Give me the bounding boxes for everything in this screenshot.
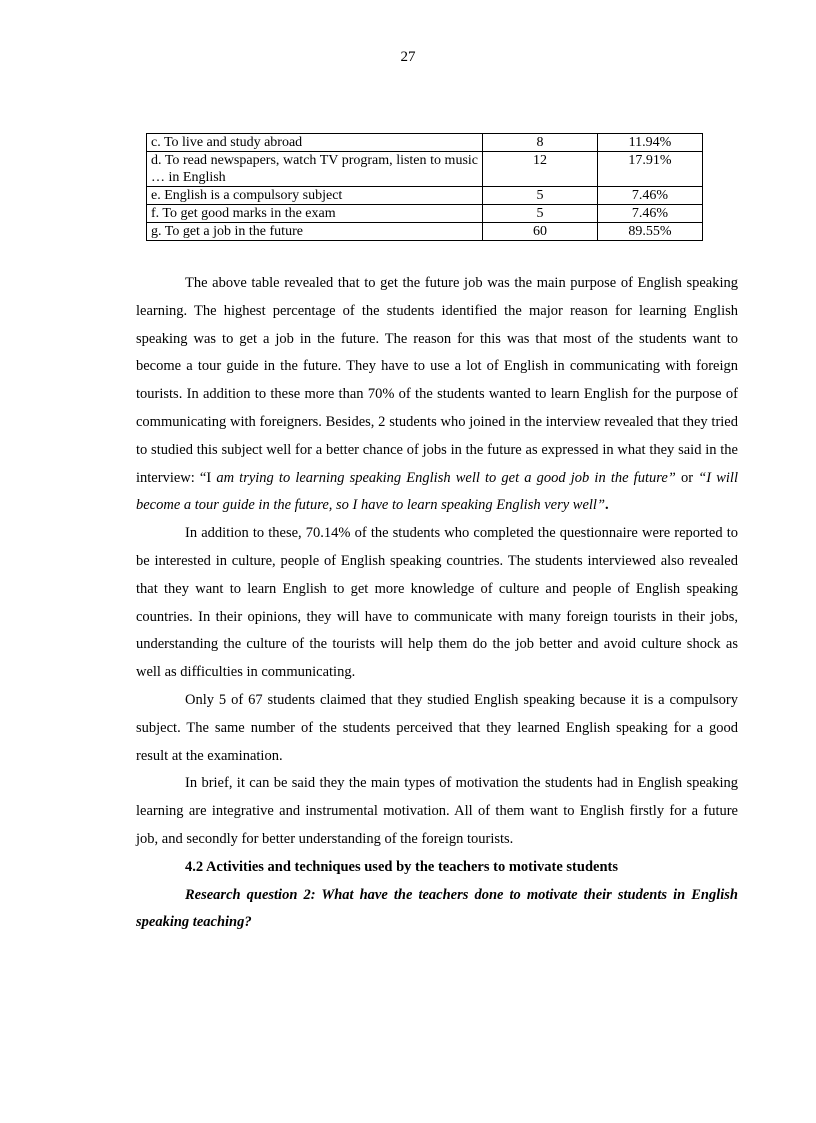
count-cell: 5 — [483, 205, 598, 223]
percent-cell: 17.91% — [598, 152, 703, 187]
interview-quote-1: am trying to learning speaking English well to get a good job in the future” — [216, 469, 676, 486]
interview-quote-2: “I will become a tour guide in the future, so I have to learn speaking English very well” — [136, 469, 738, 514]
reason-cell: d. To read newspapers, watch TV program, listen to music … in English — [147, 152, 483, 187]
paragraph-text: The above table revealed that to get the future job was the main purpose of English speaking learning. The highest percentage of the students identified the major reason for learning English speaking was to get a job in the future. The reason for this was that most of the students want to become a tour guide in the future. They have to use a lot of English in communicating with foreign tourists. In addition to these more than 70% of the students wanted to learn English for the purpose of communicating with foreigners. Besides, 2 students who joined in the interview revealed that they tried to studied this subject well for a better chance of jobs in the future as expressed in what they said in the interview: “I — [136, 275, 738, 486]
percent-cell: 11.94% — [598, 134, 703, 152]
reason-cell: g. To get a job in the future — [147, 223, 483, 241]
section-heading: 4.2 Activities and techniques used by the teachers to motivate students — [185, 858, 618, 875]
research-question: Research question 2: What have the teachers done to motivate their students in English speaking teaching? — [136, 886, 738, 931]
reason-cell: c. To live and study abroad — [147, 134, 483, 152]
table-row — [147, 187, 703, 205]
table-row — [147, 134, 703, 152]
count-cell: 60 — [483, 223, 598, 241]
percent-cell: 7.46% — [598, 205, 703, 223]
percent-cell: 7.46% — [598, 187, 703, 205]
count-cell: 12 — [483, 152, 598, 187]
paragraph-compulsory-subject: Only 5 of 67 students claimed that they studied English speaking because it is a compulsory subject. The same number of the students perceived that they learned English speaking for a good result at the examination. — [136, 691, 738, 764]
reason-cell: f. To get good marks in the exam — [147, 205, 483, 223]
table-row — [147, 205, 703, 223]
count-cell: 5 — [483, 187, 598, 205]
paragraph-text: or — [675, 469, 699, 486]
motivation-table — [146, 133, 703, 241]
table-row — [147, 152, 703, 187]
reason-cell: e. English is a compulsory subject — [147, 187, 483, 205]
body-text — [136, 270, 738, 937]
page-number: 27 — [400, 49, 416, 65]
paragraph-culture-interest: In addition to these, 70.14% of the students who completed the questionnaire were reported to be interested in culture, people of English speaking countries. The students interviewed also revealed that they want to learn English to get more knowledge of culture and people of English speaking countries. In their opinions, they will have to communicate with many foreign tourists in their jobs, understanding the culture of the tourists will help them do the job better and avoid culture shock as well as difficulties in communicating. — [136, 525, 738, 681]
paragraph-table-analysis — [136, 270, 738, 520]
paragraph-summary: In brief, it can be said they the main types of motivation the students had in English speaking learning are integrative and instrumental motivation. All of them want to English firstly for a future job, and secondly for better understanding of the foreign tourists. — [136, 775, 738, 847]
percent-cell: 89.55% — [598, 223, 703, 241]
paragraph-text: . — [605, 497, 609, 514]
count-cell: 8 — [483, 134, 598, 152]
table-row — [147, 223, 703, 241]
